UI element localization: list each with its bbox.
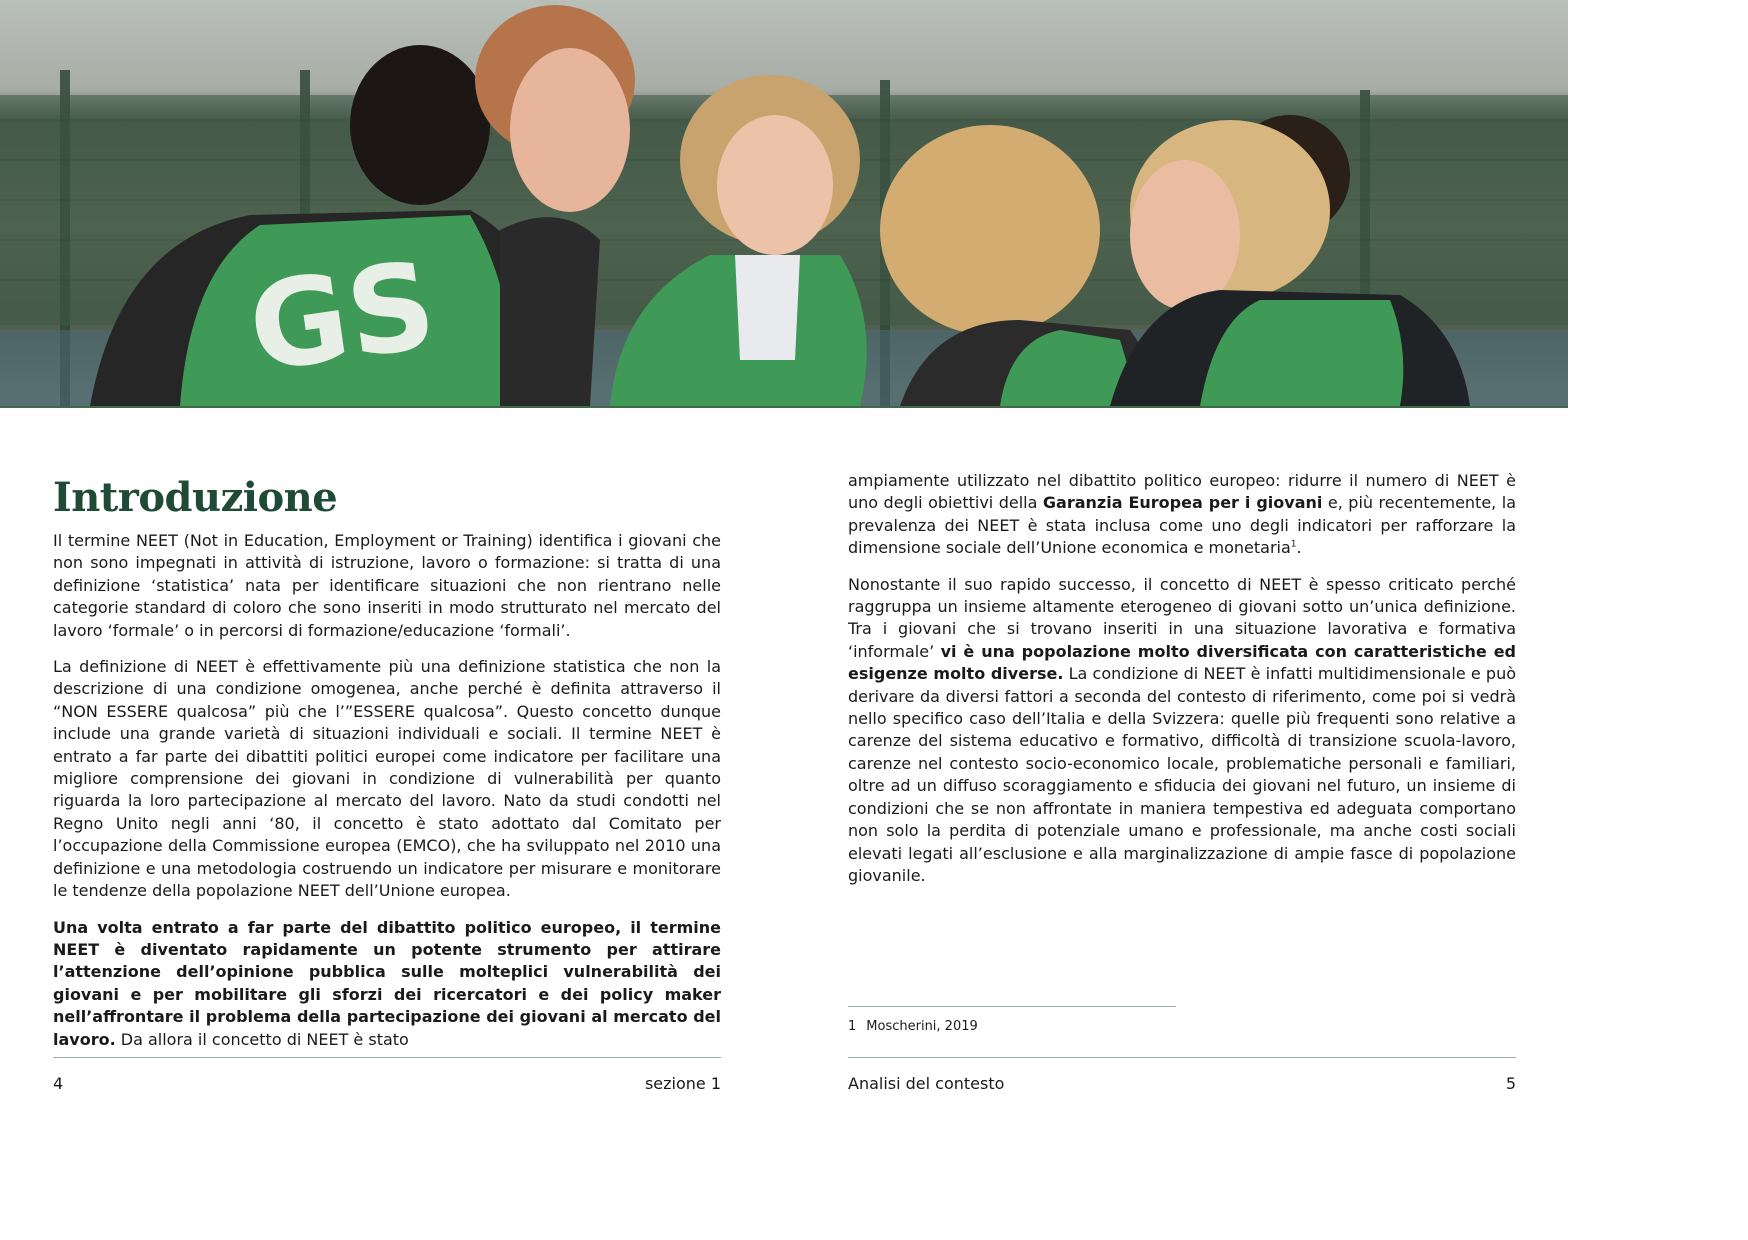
footnote-number: 1 [848,1019,857,1034]
intro-paragraph-3 [53,917,721,1051]
right-paragraph-1-text-a: ampiamente utilizzato nel dibattito politico europeo: ridurre il numero di NEET è uno degli obiettivi della [848,471,1516,513]
right-paragraph-2 [848,574,1516,888]
photo-divider [0,406,1568,408]
right-footer-divider [848,1057,1516,1058]
footnote-reference[interactable]: 1 [1290,539,1297,550]
right-paragraph-2-text-b: La condizione di NEET è infatti multidimensionale e può derivare da diversi fattori a seconda del contesto di riferimento, come poi si vedrà nello specifico caso dell’Italia e della Svizzera: quelle più frequenti sono relative a carenze del sistema educativo e formativo, difficoltà di transizione scuola-lavoro, carenze nel contesto socio-economico locale, problematiche personali e familiari, oltre ad un diffuso scoraggiamento e sfiducia dei giovani nel futuro, un insieme di condizioni che se non affrontate in maniera tempestiva ed adeguata comportano non solo la perdita di potenziale umano e professionale, ma anche costi sociali elevati legati all’esclusione e alla marginalizzazione di ampie fasce di popolazione giovanile. [848,664,1516,885]
bib-letters: GS [241,236,444,400]
right-paragraph-1-end: . [1296,538,1302,558]
left-footer-divider [53,1057,721,1058]
footnote-divider [848,1006,1176,1007]
right-paragraph-2-text-a: Nonostante il suo rapido successo, il concetto di NEET è spesso criticato perché raggruppa un insieme altamente eterogeneo di giovani sotto un’unica definizione. Tra i giovani che si trovano inseriti in una situazione lavorativa e formativa ‘informale’ [848,574,1516,661]
garanzia-europea-bold: Garanzia Europea per i giovani [1042,493,1323,513]
right-paragraph-1 [848,470,1516,560]
left-page-number: 4 [53,1074,64,1093]
intro-paragraph-3-rest: Da allora il concetto di NEET è stato [115,1029,409,1049]
intro-paragraph-1: Il termine NEET (Not in Education, Employment or Training) identifica i giovani che non sono impegnati in attività di istruzione, lavoro o formazione: si tratta di una definizione ‘statistica’ nata per identificare situazioni che non rientrano nelle categorie standard di coloro che sono inseriti in modo strutturato nel mercato del lavoro ‘formale’ o in percorsi di formazione/educazione ‘formali’. [53,531,721,640]
right-paragraph-1-text-b: e, più recentemente, la prevalenza dei NEET è stata inclusa come uno degli indicatori per rafforzare la dimensione sociale dell’Unione economica e monetaria [848,493,1516,558]
left-section-label: sezione 1 [644,1074,721,1093]
left-page-body [53,472,721,1065]
team-photo-illustration [0,0,1568,406]
intro-paragraph-2: La definizione di NEET è effettivamente più una definizione statistica che non la descrizione di una condizione omogenea, anche perché è definita attraverso il “NON ESSERE qualcosa” più che l’”ESSERE qualcosa”. Questo concetto dunque include una grande varietà di situazioni individuali e sociali. Il termine NEET è entrato a far parte dei dibattiti politici europei come indicatore per facilitare una migliore comprensione dei giovani in condizione di vulnerabilità per quanto riguarda la loro partecipazione al mercato del lavoro. Nato da studi condotti nel Regno Unito negli anni ‘80, il concetto è stato adottato dal Comitato per l’occupazione della Commissione europea (EMCO), che ha sviluppato nel 2010 una definizione e una metodologia costruendo un indicatore per misurare e monitorare le tendenze della popolazione NEET dell’Unione europea. [53,657,721,901]
right-paragraph-2-bold: vi è una popolazione molto diversificata con caratteristiche ed esigenze molto diverse. [848,641,1516,684]
right-page-number: 5 [1505,1074,1516,1093]
right-section-label: Analisi del contesto [848,1074,1005,1093]
right-page-body [848,470,1516,901]
page-title: Introduzione [53,474,338,521]
footnote [848,1018,978,1036]
header-photo [0,0,1568,406]
intro-paragraph-3-bold: Una volta entrato a far parte del dibattito politico europeo, il termine NEET è diventato rapidamente un potente strumento per attirare l’attenzione dell’opinione pubblica sulle molteplici vulnerabilità dei giovani e per mobilitare gli sforzi dei ricercatori e dei policy maker nell’affrontare il problema della partecipazione dei giovani al mercato del lavoro. [53,917,721,1049]
footnote-text: Moscherini, 2019 [866,1019,978,1034]
